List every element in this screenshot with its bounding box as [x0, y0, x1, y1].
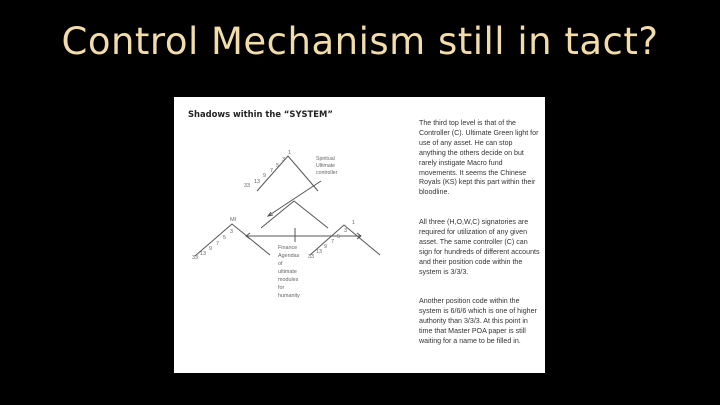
svg-text:5: 5: [337, 234, 340, 240]
paragraph-signatories: All three (H,O,W,C) signatories are required for utilization of any given asset. The same controller (C) can sign for hundreds of different accounts and their position code within the system is 3/3/3.: [419, 218, 540, 276]
slide-title: Control Mechanism still in tact?: [61, 20, 659, 63]
right-number-series: [308, 220, 355, 260]
svg-text:1: 1: [288, 150, 291, 156]
svg-text:33: 33: [244, 183, 250, 189]
document-heading: Shadows within the “SYSTEM”: [188, 109, 333, 119]
left-number-series: [192, 229, 233, 261]
svg-text:13: 13: [200, 251, 206, 257]
svg-text:3: 3: [344, 228, 347, 234]
svg-text:9: 9: [263, 173, 266, 179]
svg-text:7: 7: [331, 239, 334, 245]
center-box-label: Finance Agendas of ultimate modules for humanity: [278, 245, 300, 299]
svg-text:13: 13: [254, 179, 260, 185]
svg-text:9: 9: [324, 244, 327, 250]
top-triangle: [257, 156, 318, 191]
svg-text:Spiritual Ultimate: Spiritual Ultimate controller: [316, 156, 338, 176]
svg-text:3: 3: [282, 157, 285, 163]
svg-text:33: 33: [308, 254, 314, 260]
svg-text:5: 5: [223, 235, 226, 241]
document-image: [174, 97, 545, 373]
hierarchy-diagram: [174, 97, 419, 373]
paragraph-controller: The third top level is that of the Controller (C). Ultimate Green light for use of any asset. He can stop anything the others decide on but rarely instigate Macro fund movements. It seems the Chinese Royals (KS) kept this part within their bloodline.: [419, 119, 539, 197]
svg-text:33: 33: [192, 255, 198, 261]
paragraph-position-code: Another position code within the system is 6/6/6 which is one of higher authority than 3/3/3. At this point in time that Master POA paper is still waiting for a name to be filled in.: [419, 297, 537, 345]
svg-text:9: 9: [209, 246, 212, 252]
svg-text:7: 7: [270, 168, 273, 174]
svg-text:7: 7: [216, 241, 219, 247]
svg-text:13: 13: [316, 249, 322, 255]
svg-text:5: 5: [276, 163, 279, 169]
left-apex-label: MI: [230, 217, 237, 223]
svg-text:1: 1: [352, 220, 355, 226]
svg-text:3: 3: [230, 229, 233, 235]
top-number-series: [244, 150, 291, 189]
